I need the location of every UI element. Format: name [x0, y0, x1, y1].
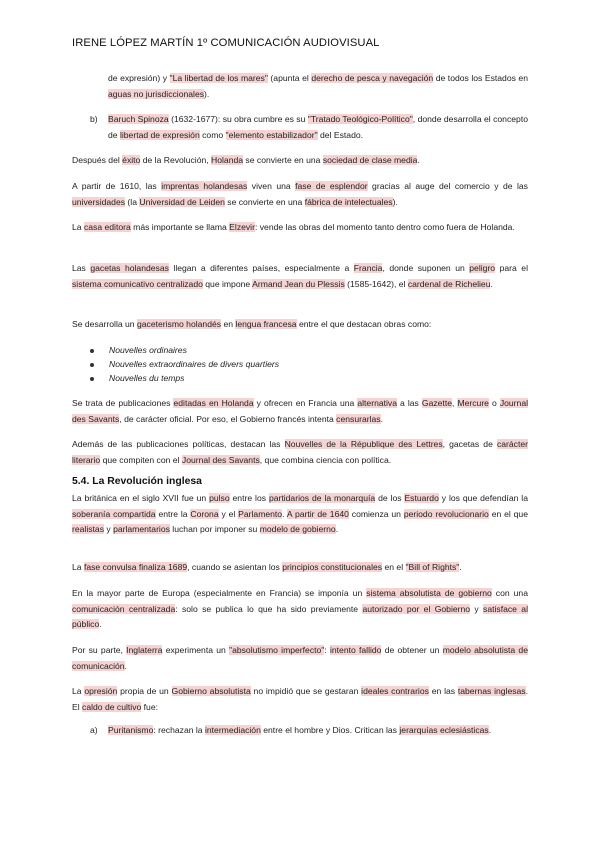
paragraph-liberty-seas [108, 71, 528, 102]
highlight: carácter literario [72, 439, 529, 465]
highlight: partidarios de la monarquía [268, 493, 376, 503]
highlight: universidades [72, 196, 126, 207]
text: experimenta un [162, 645, 230, 655]
text: entre el hombre y Dios. Critican las [260, 725, 400, 735]
highlight: "La libertad de los mares" [169, 73, 268, 83]
highlight: soberanía compartida [72, 508, 156, 519]
text: , que combina ciencia con política. [259, 454, 392, 465]
paragraph-casa-editora [72, 220, 528, 236]
text: se convierte en una [224, 196, 305, 207]
text: Se trata de publicaciones [72, 398, 174, 408]
highlight: "elemento estabilizador" [225, 129, 318, 140]
highlight: Holanda [211, 155, 244, 165]
text: más importante se llama [130, 222, 230, 232]
highlight: Armand Jean du Plessis [252, 278, 345, 289]
list-label-a: a) [90, 725, 98, 735]
paragraph-publicaciones [72, 396, 528, 427]
highlight: Gazette [421, 398, 452, 408]
highlight: aguas no jurisdiccionales [108, 88, 205, 99]
text: entre los [229, 493, 269, 503]
text: de todos los Estados en [433, 73, 528, 83]
paragraph-nouvelles [72, 437, 528, 468]
text: La [72, 686, 85, 696]
text: de expresión) y [108, 73, 170, 83]
text: Después del [72, 155, 123, 165]
text: . [335, 524, 339, 534]
highlight: autorizado por el Gobierno [362, 603, 471, 614]
highlight: caldo de cultivo [82, 701, 142, 712]
text: , donde suponen un [382, 263, 470, 273]
highlight: Mercure [457, 398, 489, 408]
text: que impone [202, 278, 253, 289]
highlight: imprentas holandesas [161, 181, 248, 191]
text: de la Revolución, [140, 155, 212, 165]
paragraph-gacetas [72, 261, 528, 292]
text: con una [491, 588, 528, 598]
highlight: Puritanismo [108, 725, 154, 735]
highlight: alternativa [357, 398, 398, 408]
text: (1585-1642), el [344, 278, 408, 289]
text: que compiten con el [100, 454, 182, 465]
highlight: tabernas inglesas [457, 686, 526, 696]
text: , cuando se asientan los [187, 562, 283, 572]
highlight: Journal des Savants [72, 398, 529, 424]
paragraph-europa [72, 586, 528, 633]
text: y [104, 524, 114, 534]
text: en [221, 319, 236, 329]
highlight: Journal des Savants [181, 454, 260, 465]
highlight: principios constitucionales [282, 562, 383, 572]
text: Las [72, 263, 91, 273]
text: propia de un [117, 686, 172, 696]
text: La británica en el siglo XVII fue un [72, 493, 210, 503]
text: y los que defendían la [438, 493, 528, 503]
text: del Estado. [317, 129, 364, 140]
highlight: Inglaterra [126, 645, 163, 655]
list-item: Nouvelles du temps [109, 373, 185, 383]
text: . [99, 619, 102, 629]
highlight: pulso [209, 493, 230, 503]
paragraph-opresion [72, 684, 528, 715]
paragraph-holanda [72, 153, 528, 169]
text: luchan por imponer su [169, 524, 260, 534]
text: : rechazan la [153, 725, 205, 735]
highlight: comunicación centralizada [72, 603, 176, 614]
highlight: fase de esplendor [295, 181, 368, 191]
paragraph-imprentas [72, 179, 528, 210]
highlight: modelo de gobierno [259, 524, 336, 534]
highlight: censurarlas [336, 413, 381, 424]
text: (apunta el [267, 73, 312, 83]
highlight: fase convulsa finaliza 1689 [83, 562, 188, 572]
highlight: Elzevir [229, 222, 255, 232]
text: fue: [141, 701, 159, 712]
highlight: Gobierno absolutista [171, 686, 251, 696]
text: , donde desarrolla el concepto de [108, 114, 528, 140]
text: . El [72, 686, 528, 712]
highlight: Estuardo [404, 493, 439, 503]
highlight: Parlamento [238, 508, 283, 519]
text: ). [204, 88, 210, 99]
text: . [124, 660, 127, 671]
highlight: Baruch Spinoza [108, 114, 169, 124]
highlight: jerarquías eclesiásticas [399, 725, 489, 735]
highlight: gacetas holandesas [90, 263, 169, 273]
page-header: IRENE LÓPEZ MARTÍN 1º COMUNICACIÓN AUDIOVISUAL [72, 37, 380, 49]
text: En la mayor parte de Europa (especialmente en Francia) se imponía un [72, 588, 367, 598]
text: , [452, 398, 458, 408]
highlight: lengua francesa [235, 319, 297, 329]
text: de obtener un [381, 645, 443, 655]
highlight: periodo revolucionario [403, 508, 489, 519]
highlight: editadas en Holanda [173, 398, 254, 408]
highlight: realistas [72, 524, 104, 534]
text: , gacetas de [442, 439, 497, 449]
text: de los [375, 493, 405, 503]
text: Además de las publicaciones políticas, destacan las [72, 439, 285, 449]
highlight: Francia [353, 263, 383, 273]
highlight: gaceterismo holandés [136, 319, 222, 329]
text: entre el que destacan obras como: [296, 319, 432, 329]
bullet-marker [90, 371, 94, 385]
highlight: sistema comunicativo centralizado [72, 278, 203, 289]
highlight: Corona [190, 508, 219, 519]
text: para el [495, 263, 528, 273]
highlight: derecho de pesca y navegación [311, 73, 434, 83]
text: . [488, 725, 492, 735]
text: . [282, 508, 287, 519]
text: comienza un [348, 508, 404, 519]
highlight: ideales contrarios [361, 686, 429, 696]
highlight: peligro [469, 263, 496, 273]
highlight: A partir de 1640 [286, 508, 349, 519]
text: Por su parte, [72, 645, 127, 655]
text: no impidió que se gestaran [250, 686, 362, 696]
text: : vende las obras del momento tanto dentro como fuera de Holanda. [254, 222, 515, 232]
text: como [199, 129, 226, 140]
text: en las [428, 686, 458, 696]
text: : solo se publica lo que ha sido previamente [175, 603, 363, 614]
text: : [324, 645, 330, 655]
text: y ofrecen en Francia una [253, 398, 358, 408]
section-heading: 5.4. La Revolución inglesa [72, 476, 202, 487]
highlight: fábrica de intelectuales [304, 196, 393, 207]
text: llegan a diferentes países, especialmente a [168, 263, 354, 273]
highlight: opresión [84, 686, 118, 696]
bullet-marker [90, 357, 94, 371]
paragraph-spinoza [108, 112, 528, 143]
text: , de carácter oficial. Por eso, el Gobierno francés intenta [119, 413, 337, 424]
bullet-marker [90, 343, 94, 357]
text: se convierte en una [243, 155, 323, 165]
text: en el [382, 562, 406, 572]
paragraph-revolucion [72, 491, 528, 538]
text: y [470, 603, 484, 614]
highlight: cardenal de Richelieu [407, 278, 491, 289]
highlight: parlamentarios [113, 524, 170, 534]
highlight: intento fallido [329, 645, 382, 655]
highlight: "Bill of Rights" [405, 562, 460, 572]
paragraph-puritanismo [108, 723, 528, 739]
highlight: intermediación [204, 725, 261, 735]
highlight: Nouvelles de la République des Lettres [284, 439, 443, 449]
text: gracias al auge del comercio y de las [367, 181, 528, 191]
paragraph-gaceterismo [72, 317, 528, 333]
text: La [72, 222, 84, 232]
highlight: satisface al público [72, 603, 528, 629]
text: . [380, 413, 383, 424]
list-item: Nouvelles extraordinaires de divers quartiers [109, 359, 280, 369]
text: (la [125, 196, 140, 207]
highlight: modelo absolutista de comunicación [72, 645, 528, 671]
highlight: "absolutismo imperfecto" [229, 645, 325, 655]
text: . [417, 155, 420, 165]
text: a las [397, 398, 422, 408]
paragraph-inglaterra [72, 643, 528, 674]
text: o [488, 398, 500, 408]
list-label-b: b) [90, 114, 98, 124]
highlight: sociedad de clase media [322, 155, 418, 165]
text: entre la [155, 508, 191, 519]
text: La [72, 562, 84, 572]
list-item: Nouvelles ordinaires [109, 345, 187, 355]
text: . [490, 278, 493, 289]
text: viven una [247, 181, 296, 191]
text: Se desarrolla un [72, 319, 137, 329]
text: (1632-1677): su obra cumbre es su [168, 114, 308, 124]
highlight: casa editora [83, 222, 131, 232]
highlight: Universidad de Leiden [139, 196, 225, 207]
highlight: éxito [122, 155, 141, 165]
highlight: "Tratado Teológico-Político" [307, 114, 413, 124]
text: A partir de 1610, las [72, 181, 162, 191]
text: . [459, 562, 462, 572]
highlight: libertad de expresión [119, 129, 200, 140]
text: ). [392, 196, 398, 207]
paragraph-bill-of-rights [72, 560, 528, 576]
highlight: sistema absolutista de gobierno [366, 588, 492, 598]
text: y el [218, 508, 239, 519]
text: en el que [488, 508, 528, 519]
